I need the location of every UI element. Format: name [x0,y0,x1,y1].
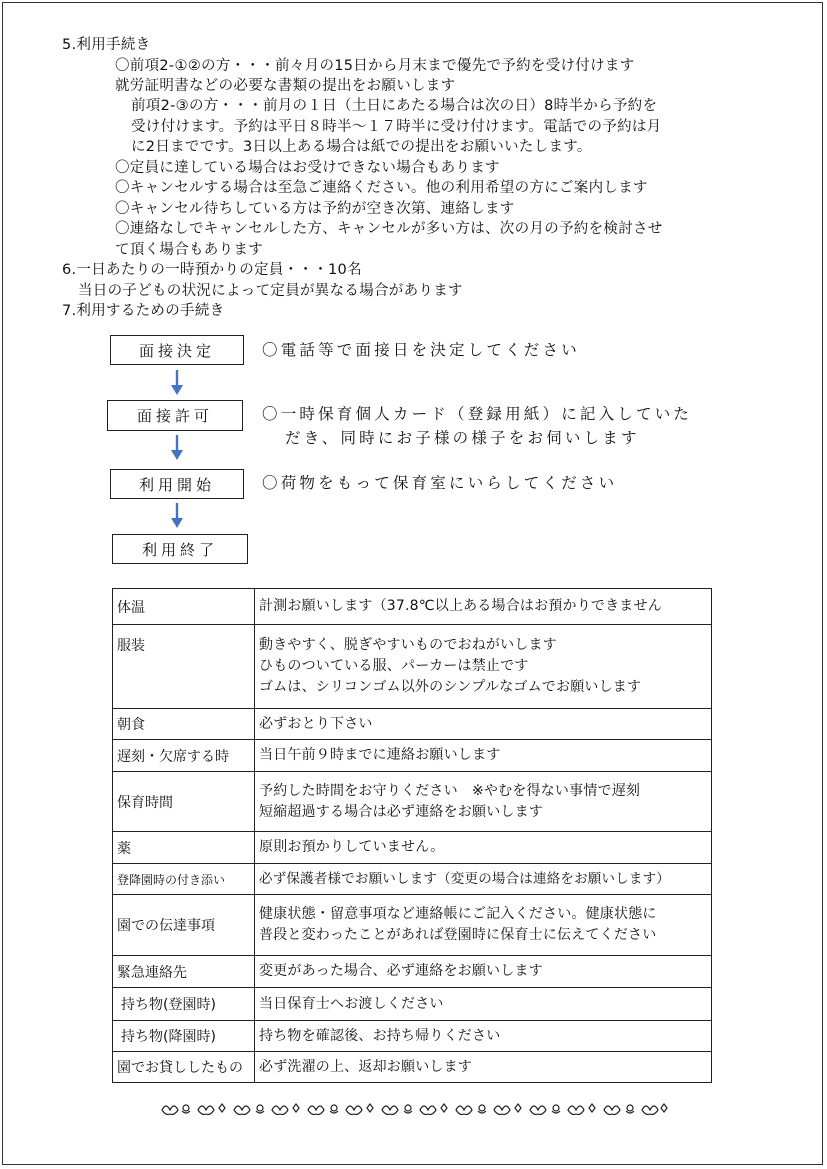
down-arrow-icon [170,370,184,396]
section7-heading: 7.利用するための手続き [62,303,225,319]
table-row [113,589,712,625]
row-value: 計測お願いします（37.8℃以上ある場合はお預かりできません [255,589,712,625]
table-row [113,988,712,1021]
section5-line: 〇前項2-①②の方・・・前々月の15日から月末まで優先で予約を受け付けます [115,58,635,74]
step-box-end-use [112,534,248,564]
row-value: 動きやすく、脱ぎやすいものでおねがいします ひものついている服、パーカーは禁止です ゴムは、シリコンゴム以外のシンプルなゴムでお願いします [255,625,712,709]
down-arrow-icon [170,503,184,529]
row-key: 体温 [113,589,255,625]
step-label: 面接許可 [136,407,213,425]
table-row [113,709,712,740]
row-key: 服装 [113,625,255,709]
step-label: 利用開始 [138,475,215,494]
row-key: 遅刻・欠席する時 [113,740,255,772]
table-row [113,772,712,832]
section5-line: 〇キャンセルする場合は至急ご連絡ください。他の利用希望の方にご案内します [115,180,648,196]
table-row [113,832,712,864]
row-value: 当日午前９時までに連絡お願いします [255,740,712,772]
row-key: 保育時間 [113,772,255,832]
row-key: 登降園時の付き添い [113,864,255,895]
section5-line: 〇連絡なしでキャンセルした方、キャンセルが多い方は、次の月の予約を検討させ [115,221,663,237]
step-label: 利用終了 [141,540,218,559]
row-key: 園でお貸ししたもの [113,1052,255,1083]
info-table [112,588,712,1083]
row-value: 健康状態・留意事項など連絡帳にご記入ください。健康状態に 普段と変わったことがあれば登園時に保育士に伝えてください [255,895,712,956]
row-key: 緊急連絡先 [113,956,255,988]
table-row [113,1052,712,1083]
row-value: 予約した時間をお守りください ※やむを得ない事情で遅刻 短縮超過する場合は必ず連絡をお願いします [255,772,712,832]
section5-heading: 5.利用手続き [62,37,151,53]
table-row [113,740,712,772]
section5-line: て頂く場合もあります [115,242,263,258]
table-row [113,864,712,895]
step-box-interview-approval [107,400,243,431]
row-value: 必ず洗濯の上、返却お願いします [255,1052,712,1083]
step-desc: 〇一時保育個人カード（登録用紙）に記入していた [262,405,693,423]
section5-line: 〇定員に達している場合はお受けできない場合もあります [115,160,500,176]
step-desc: だき、同時にお子様の様子をお伺いします [285,429,640,447]
row-key: 持ち物(降園時) [113,1021,255,1052]
section5-line: に2日までです。3日以上ある場合は紙での提出をお願いいたします。 [131,139,592,155]
section6-line: 当日の子どもの状況によって定員が異なる場合があります [78,283,463,299]
step-box-interview-decision [110,335,244,365]
row-value: 原則お預かりしていません。 [255,832,712,864]
step-box-start-use [110,469,244,499]
table-row [113,956,712,988]
row-value: 必ずおとり下さい [255,709,712,740]
step-desc: 〇電話等で面接日を決定してください [262,341,580,359]
row-value: 持ち物を確認後、お持ち帰りください [255,1021,712,1052]
table-row [113,1021,712,1052]
step-desc: 〇荷物をもって保育室にいらしてください [262,474,618,492]
section6-heading: 6.一日あたりの一時預かりの定員・・・10名 [62,262,362,278]
row-value: 必ず保護者様でお願いします（変更の場合は連絡をお願いします） [255,864,712,895]
row-key: 薬 [113,832,255,864]
down-arrow-icon [170,435,184,461]
table-row [113,625,712,709]
step-label: 面接決定 [138,341,215,360]
row-key: 持ち物(登園時) [113,988,255,1021]
row-value: 変更があった場合、必ず連絡をお願いします [255,956,712,988]
row-key: 朝食 [113,709,255,740]
section5-line: 就労証明書などの必要な書類の提出をお願いします [115,78,456,94]
table-row [113,895,712,956]
section5-line: 受け付けます。予約は平日８時半～１７時半に受け付けます。電話での予約は月 [131,119,662,135]
row-key: 園での伝達事項 [113,895,255,956]
section5-line: 〇キャンセル待ちしている方は予約が空き次第、連絡します [115,201,515,217]
flower-border-decoration [158,1098,670,1118]
row-value: 当日保育士へお渡しください [255,988,712,1021]
section5-line: 前項2-③の方・・・前月の１日（土日にあたる場合は次の日）8時半から予約を [131,98,658,114]
